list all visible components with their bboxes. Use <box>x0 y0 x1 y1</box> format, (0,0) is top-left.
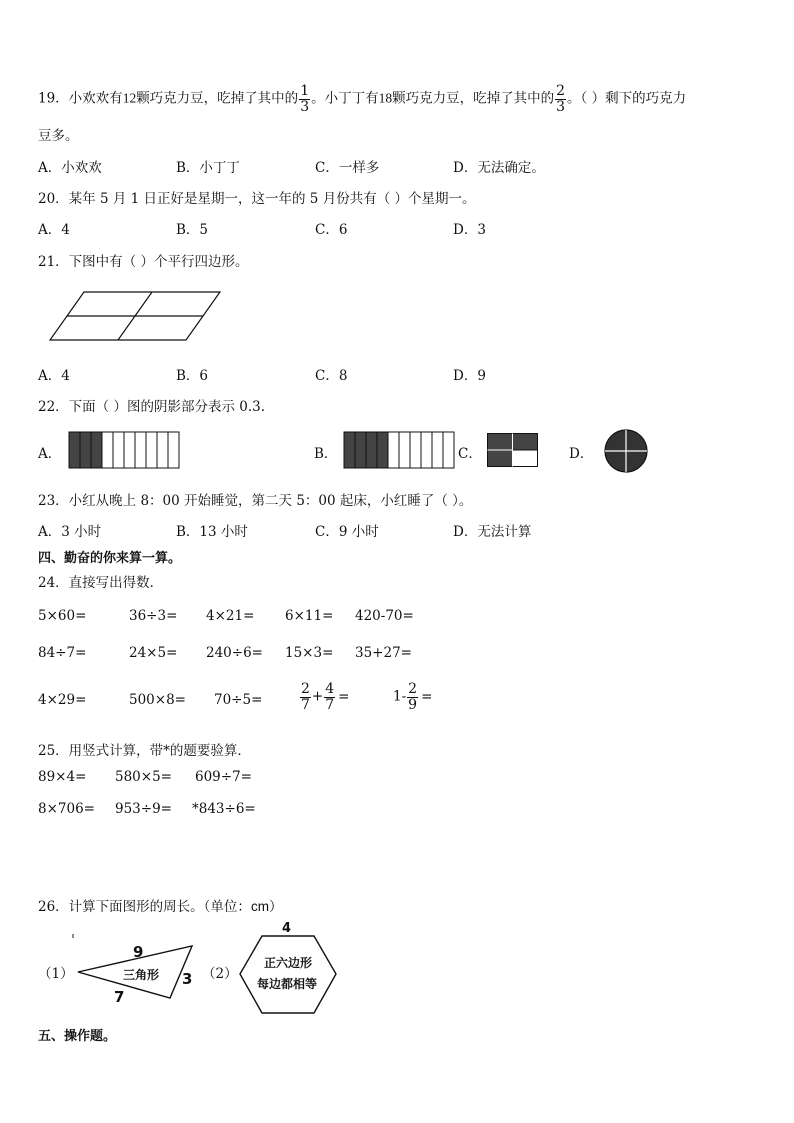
q24-item: 4×29= <box>38 692 87 708</box>
q19-n1: 12 <box>122 90 137 106</box>
parallelogram-figure <box>50 290 222 342</box>
strip-cell-shaded <box>91 432 102 468</box>
q23-question: 23．小红从晚上 8：00 开始睡觉，第二天 5：00 起床，小红睡了（ ）。 <box>38 493 473 509</box>
q20-option-c[interactable]: C．6 <box>315 222 348 238</box>
q21-option-d[interactable]: D．9 <box>453 368 486 384</box>
q24-item: 6×11= <box>285 608 334 624</box>
q24-item: 70÷5= <box>214 692 263 708</box>
q24-item: 420-70= <box>355 608 414 624</box>
q25-item: 8×706= <box>38 801 95 817</box>
strip-cell <box>168 432 179 468</box>
q25-item: 580×5= <box>115 769 172 785</box>
strip-cell <box>410 432 421 468</box>
q22-option-c-label[interactable]: C． <box>458 446 482 462</box>
triangle-side-bottom: 7 <box>114 988 125 1006</box>
strip-cell <box>421 432 432 468</box>
fraction-numerator: 2 <box>408 681 418 697</box>
q19-option-d[interactable]: D．无法确定。 <box>453 160 545 176</box>
q26-close: ） <box>268 899 283 915</box>
equals-sign: = <box>338 688 350 705</box>
strip-cell <box>443 432 454 468</box>
triangle-side-top: 9 <box>133 943 144 961</box>
section-4-heading: 四、勤奋的你来算一算。 <box>38 551 182 566</box>
hexagon-line-2: 每边都相等 <box>257 977 318 991</box>
q19-option-a[interactable]: A．小欢欢 <box>38 160 102 176</box>
q24-fraction-sum <box>299 682 349 712</box>
fraction-denominator: 7 <box>325 696 335 713</box>
q19-text-b: 颗巧克力豆，吃掉了其中的 <box>136 90 299 107</box>
plus-sign: + <box>311 688 324 705</box>
q19-option-b[interactable]: B．小丁丁 <box>176 160 240 176</box>
strip-cell-shaded <box>366 432 377 468</box>
strip-cell <box>135 432 146 468</box>
q22-option-a-label[interactable]: A． <box>38 446 62 462</box>
q25-item: 609÷7= <box>195 769 252 785</box>
q19-n2: 18 <box>378 90 393 106</box>
fraction-numerator: 2 <box>301 681 310 697</box>
q23-option-a[interactable]: A．3 小时 <box>38 524 102 540</box>
q24-item: 24×5= <box>129 645 178 661</box>
q26-text: 26．计算下面图形的周长。（单位： <box>38 899 251 915</box>
q22-option-b-label[interactable]: B． <box>314 446 338 462</box>
q26-unit: cm <box>250 899 269 914</box>
q20-option-d[interactable]: D．3 <box>453 222 486 238</box>
q19-text-c: 。小丁丁有 <box>311 90 379 107</box>
strip-cell <box>399 432 410 468</box>
q24-item: 5×60= <box>38 608 87 624</box>
hexagon-side: 4 <box>282 921 292 936</box>
q22-question: 22．下面（ ）图的阴影部分表示 0.3. <box>38 399 266 415</box>
q26-label-1: （1） <box>38 966 74 982</box>
q24-item: 35+27= <box>355 645 412 661</box>
strip-cell <box>124 432 135 468</box>
q21-question: 21．下图中有（ ）个平行四边形。 <box>38 254 249 270</box>
fraction-numerator: 4 <box>325 681 335 697</box>
q19-text-a: 19．小欢欢有 <box>38 90 123 107</box>
q24-item: 500×8= <box>129 692 186 708</box>
q22-circle-d[interactable] <box>603 428 649 474</box>
q26-question <box>38 895 282 915</box>
q19-fraction-2 <box>555 84 566 114</box>
q24-question: 24．直接写出得数． <box>38 575 164 591</box>
strip-cell-shaded <box>377 432 388 468</box>
q20-option-a[interactable]: A．4 <box>38 222 70 238</box>
q25-item: 953÷9= <box>115 801 172 817</box>
q24-item: 15×3= <box>285 645 334 661</box>
q24-item: 4×21= <box>206 608 255 624</box>
strip-cell-shaded <box>344 432 355 468</box>
q21-option-c[interactable]: C．8 <box>315 368 348 384</box>
strip-cell <box>102 432 113 468</box>
q22-strip-a[interactable] <box>68 431 180 469</box>
fraction-numerator: 1 <box>300 83 310 99</box>
q21-option-b[interactable]: B．6 <box>176 368 209 384</box>
fraction <box>407 682 418 712</box>
strip-cell-shaded <box>69 432 80 468</box>
q19-text-d: 颗巧克力豆，吃掉了其中的 <box>392 90 555 107</box>
q25-item: 89×4= <box>38 769 87 785</box>
q22-square-c[interactable] <box>487 433 539 467</box>
fraction-denominator: 3 <box>300 98 310 115</box>
fraction-denominator: 7 <box>301 696 310 713</box>
strip-cell <box>388 432 399 468</box>
fraction-denominator: 3 <box>556 98 566 115</box>
strip-cell <box>146 432 157 468</box>
q24-item: 84÷7= <box>38 645 87 661</box>
fraction-denominator: 9 <box>408 696 418 713</box>
q20-option-b[interactable]: B．5 <box>176 222 209 238</box>
q24-item: 240÷6= <box>206 645 263 661</box>
q19-option-c[interactable]: C．一样多 <box>315 160 380 176</box>
strip-cell-shaded <box>355 432 366 468</box>
equals-sign: = <box>421 688 433 705</box>
q20-question: 20．某年 5 月 1 日正好是星期一，这一年的 5 月份共有（ ）个星期一。 <box>38 191 476 207</box>
q19-fraction-1 <box>299 84 310 114</box>
fraction-numerator: 2 <box>556 83 566 99</box>
strip-cell-shaded <box>80 432 91 468</box>
q25-item: *843÷6= <box>192 801 256 817</box>
hexagon-line-1: 正六边形 <box>264 956 313 970</box>
q24-fraction-difference <box>393 682 432 712</box>
section-5-heading: 五、操作题。 <box>38 1029 117 1044</box>
strip-cell <box>157 432 168 468</box>
q21-option-a[interactable]: A．4 <box>38 368 70 384</box>
q22-option-d-label[interactable]: D． <box>569 446 594 462</box>
q24-item: 36÷3= <box>129 608 178 624</box>
strip-cell <box>432 432 443 468</box>
square-c-unshaded-quarter <box>513 450 538 467</box>
fraction <box>324 682 335 712</box>
q19-line1 <box>38 84 686 114</box>
one-minus: 1- <box>393 688 407 705</box>
q25-question: 25．用竖式计算，带*的题要验算． <box>38 743 251 759</box>
q19-text-e: 。（ ）剩下的巧克力 <box>567 90 687 107</box>
q26-label-2: （2） <box>202 966 238 982</box>
q23-option-c[interactable]: C．9 小时 <box>315 524 379 540</box>
q22-strip-b[interactable] <box>343 431 455 469</box>
q19-line2: 豆多。 <box>38 128 79 144</box>
q23-option-d[interactable]: D．无法计算 <box>453 524 532 540</box>
triangle-side-right: 3 <box>182 970 193 988</box>
strip-cell <box>113 432 124 468</box>
q23-option-b[interactable]: B．13 小时 <box>176 524 248 540</box>
triangle-name: 三角形 <box>123 968 160 982</box>
fraction <box>300 682 311 712</box>
